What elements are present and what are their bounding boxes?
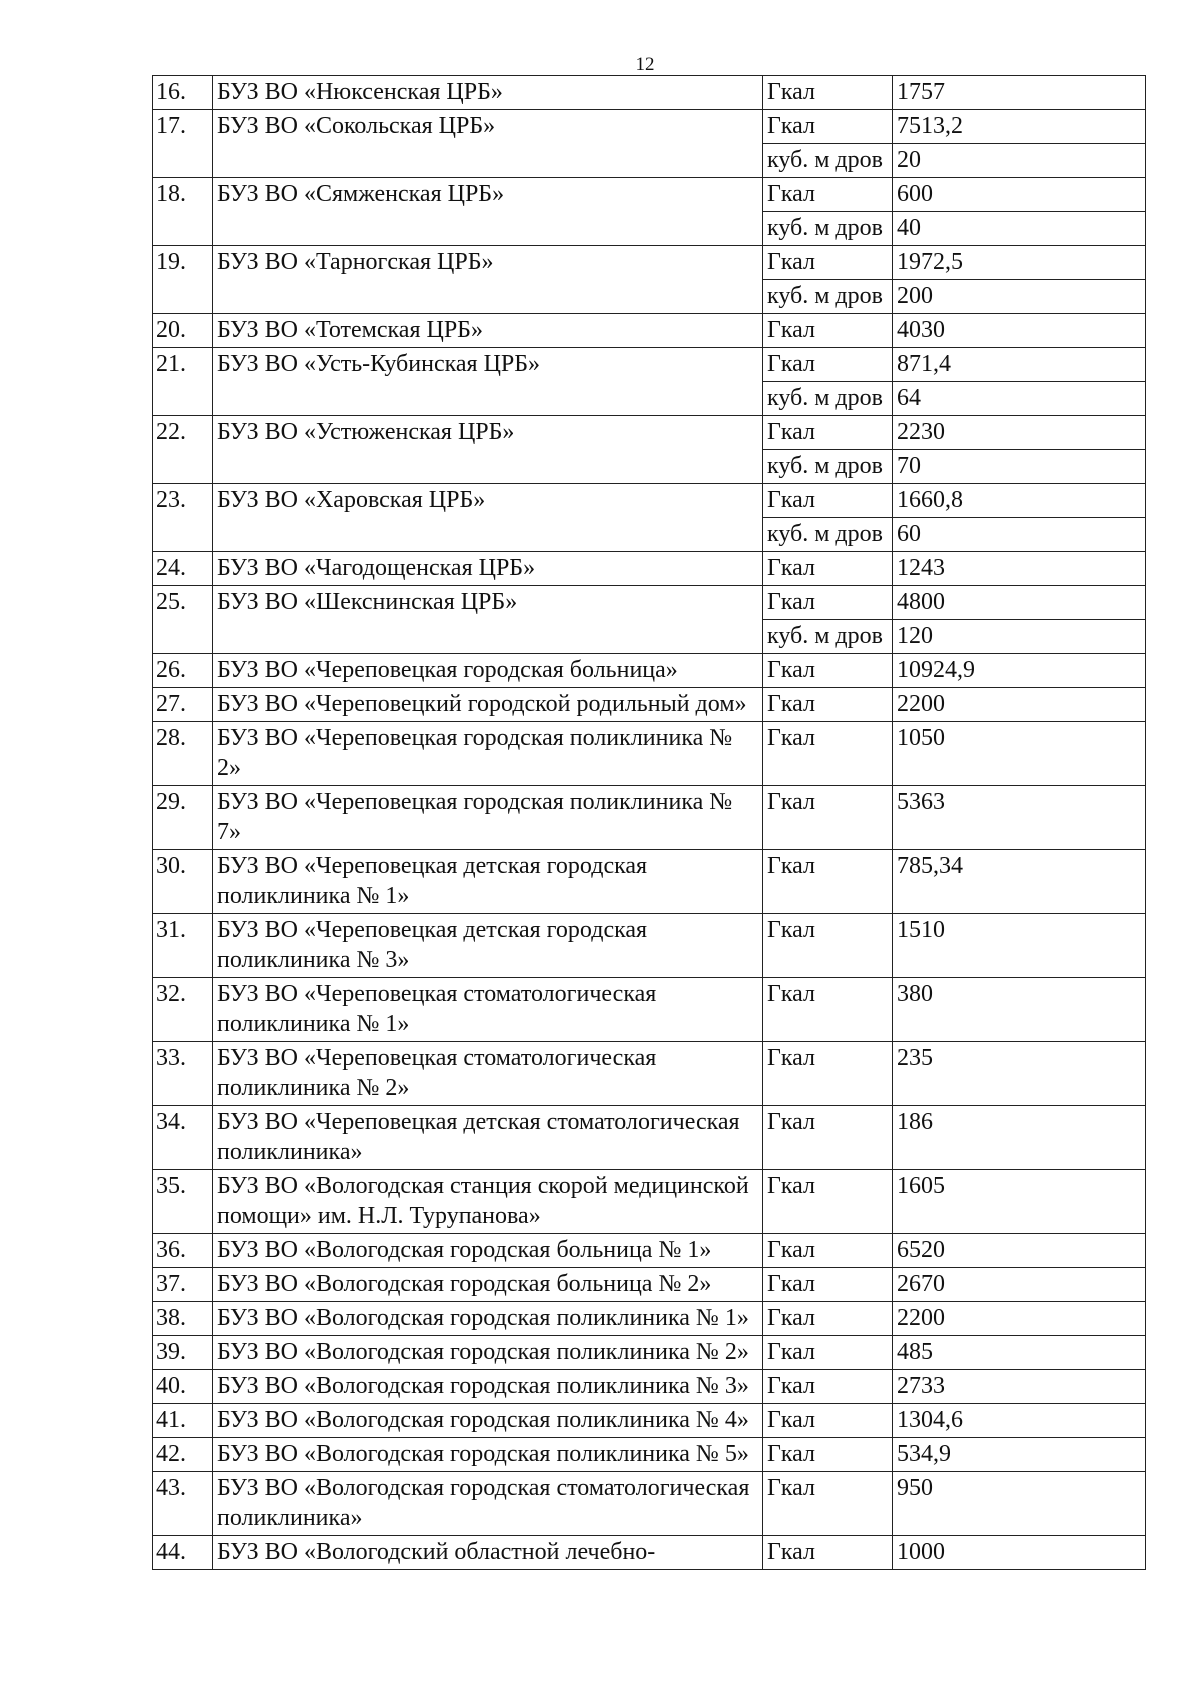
table-row bbox=[153, 978, 1146, 1042]
row-number: 41. bbox=[153, 1404, 213, 1438]
institution-name: БУЗ ВО «Тарногская ЦРБ» bbox=[213, 246, 763, 314]
page-number: 12 bbox=[635, 54, 655, 75]
institution-name: БУЗ ВО «Вологодская городская больница № 2» bbox=[213, 1268, 763, 1302]
value-cell: 1050 bbox=[893, 722, 1146, 786]
table-row bbox=[153, 348, 1146, 382]
value-cell: 6520 bbox=[893, 1234, 1146, 1268]
unit-cell: Гкал bbox=[763, 484, 893, 518]
unit-cell: куб. м дров bbox=[763, 280, 893, 314]
institution-name: БУЗ ВО «Устюженская ЦРБ» bbox=[213, 416, 763, 484]
unit-cell: Гкал bbox=[763, 688, 893, 722]
value-cell: 380 bbox=[893, 978, 1146, 1042]
table-row bbox=[153, 586, 1146, 620]
table-row bbox=[153, 1302, 1146, 1336]
institution-name: БУЗ ВО «Череповецкая городская больница» bbox=[213, 654, 763, 688]
table-row bbox=[153, 1370, 1146, 1404]
institution-name: БУЗ ВО «Вологодская городская поликлиника № 5» bbox=[213, 1438, 763, 1472]
row-number: 31. bbox=[153, 914, 213, 978]
value-cell: 2670 bbox=[893, 1268, 1146, 1302]
value-cell: 1243 bbox=[893, 552, 1146, 586]
table-row bbox=[153, 1042, 1146, 1106]
unit-cell: Гкал bbox=[763, 178, 893, 212]
unit-cell: Гкал bbox=[763, 786, 893, 850]
value-cell: 5363 bbox=[893, 786, 1146, 850]
row-number: 36. bbox=[153, 1234, 213, 1268]
institution-name: БУЗ ВО «Шекснинская ЦРБ» bbox=[213, 586, 763, 654]
value-cell: 1757 bbox=[893, 76, 1146, 110]
institution-name: БУЗ ВО «Вологодская городская поликлиника № 2» bbox=[213, 1336, 763, 1370]
unit-cell: Гкал bbox=[763, 1268, 893, 1302]
table-row bbox=[153, 786, 1146, 850]
unit-cell: Гкал bbox=[763, 76, 893, 110]
table-row bbox=[153, 722, 1146, 786]
value-cell: 70 bbox=[893, 450, 1146, 484]
table-row bbox=[153, 76, 1146, 110]
value-cell: 2200 bbox=[893, 688, 1146, 722]
value-cell: 2230 bbox=[893, 416, 1146, 450]
value-cell: 2200 bbox=[893, 1302, 1146, 1336]
table-row bbox=[153, 654, 1146, 688]
row-number: 38. bbox=[153, 1302, 213, 1336]
table-row bbox=[153, 552, 1146, 586]
row-number: 22. bbox=[153, 416, 213, 484]
row-number: 42. bbox=[153, 1438, 213, 1472]
value-cell: 60 bbox=[893, 518, 1146, 552]
value-cell: 485 bbox=[893, 1336, 1146, 1370]
table-row bbox=[153, 1268, 1146, 1302]
table-row bbox=[153, 688, 1146, 722]
unit-cell: куб. м дров bbox=[763, 212, 893, 246]
institution-name: БУЗ ВО «Вологодская городская поликлиника № 3» bbox=[213, 1370, 763, 1404]
row-number: 27. bbox=[153, 688, 213, 722]
value-cell: 40 bbox=[893, 212, 1146, 246]
institution-name: БУЗ ВО «Череповецкая детская стоматологическая поликлиника» bbox=[213, 1106, 763, 1170]
value-cell: 1000 bbox=[893, 1536, 1146, 1570]
value-cell: 950 bbox=[893, 1472, 1146, 1536]
unit-cell: Гкал bbox=[763, 1438, 893, 1472]
institution-name: БУЗ ВО «Череповецкая стоматологическая поликлиника № 1» bbox=[213, 978, 763, 1042]
value-cell: 186 bbox=[893, 1106, 1146, 1170]
institution-name: БУЗ ВО «Череповецкая стоматологическая поликлиника № 2» bbox=[213, 1042, 763, 1106]
value-cell: 2733 bbox=[893, 1370, 1146, 1404]
institution-name: БУЗ ВО «Сокольская ЦРБ» bbox=[213, 110, 763, 178]
row-number: 25. bbox=[153, 586, 213, 654]
table-row bbox=[153, 1106, 1146, 1170]
institution-name: БУЗ ВО «Вологодский областной лечебно- bbox=[213, 1536, 763, 1570]
value-cell: 200 bbox=[893, 280, 1146, 314]
institution-name: БУЗ ВО «Вологодская городская поликлиника № 4» bbox=[213, 1404, 763, 1438]
institution-name: БУЗ ВО «Тотемская ЦРБ» bbox=[213, 314, 763, 348]
row-number: 23. bbox=[153, 484, 213, 552]
table-row bbox=[153, 416, 1146, 450]
unit-cell: Гкал bbox=[763, 586, 893, 620]
unit-cell: Гкал bbox=[763, 1302, 893, 1336]
value-cell: 7513,2 bbox=[893, 110, 1146, 144]
value-cell: 1605 bbox=[893, 1170, 1146, 1234]
unit-cell: Гкал bbox=[763, 1336, 893, 1370]
unit-cell: куб. м дров bbox=[763, 620, 893, 654]
unit-cell: Гкал bbox=[763, 348, 893, 382]
unit-cell: Гкал bbox=[763, 1472, 893, 1536]
institution-name: БУЗ ВО «Череповецкая детская городская поликлиника № 3» bbox=[213, 914, 763, 978]
value-cell: 1972,5 bbox=[893, 246, 1146, 280]
institution-name: БУЗ ВО «Череповецкая городская поликлиника № 7» bbox=[213, 786, 763, 850]
institution-name: БУЗ ВО «Харовская ЦРБ» bbox=[213, 484, 763, 552]
institution-name: БУЗ ВО «Череповецкая детская городская поликлиника № 1» bbox=[213, 850, 763, 914]
institution-name: БУЗ ВО «Вологодская городская стоматологическая поликлиника» bbox=[213, 1472, 763, 1536]
table-row bbox=[153, 850, 1146, 914]
row-number: 37. bbox=[153, 1268, 213, 1302]
table-row bbox=[153, 914, 1146, 978]
row-number: 33. bbox=[153, 1042, 213, 1106]
unit-cell: Гкал bbox=[763, 914, 893, 978]
institution-name: БУЗ ВО «Череповецкий городской родильный дом» bbox=[213, 688, 763, 722]
unit-cell: Гкал bbox=[763, 1170, 893, 1234]
unit-cell: Гкал bbox=[763, 1536, 893, 1570]
value-cell: 20 bbox=[893, 144, 1146, 178]
row-number: 18. bbox=[153, 178, 213, 246]
unit-cell: куб. м дров bbox=[763, 382, 893, 416]
institution-name: БУЗ ВО «Вологодская станция скорой медицинской помощи» им. Н.Л. Турупанова» bbox=[213, 1170, 763, 1234]
row-number: 28. bbox=[153, 722, 213, 786]
value-cell: 4030 bbox=[893, 314, 1146, 348]
unit-cell: куб. м дров bbox=[763, 450, 893, 484]
value-cell: 871,4 bbox=[893, 348, 1146, 382]
row-number: 17. bbox=[153, 110, 213, 178]
unit-cell: Гкал bbox=[763, 552, 893, 586]
value-cell: 120 bbox=[893, 620, 1146, 654]
row-number: 34. bbox=[153, 1106, 213, 1170]
table-row bbox=[153, 1336, 1146, 1370]
unit-cell: куб. м дров bbox=[763, 518, 893, 552]
row-number: 20. bbox=[153, 314, 213, 348]
unit-cell: Гкал bbox=[763, 1042, 893, 1106]
row-number: 40. bbox=[153, 1370, 213, 1404]
row-number: 35. bbox=[153, 1170, 213, 1234]
unit-cell: Гкал bbox=[763, 654, 893, 688]
value-cell: 1304,6 bbox=[893, 1404, 1146, 1438]
row-number: 30. bbox=[153, 850, 213, 914]
row-number: 39. bbox=[153, 1336, 213, 1370]
unit-cell: Гкал bbox=[763, 110, 893, 144]
table-row bbox=[153, 1170, 1146, 1234]
value-cell: 785,34 bbox=[893, 850, 1146, 914]
unit-cell: Гкал bbox=[763, 978, 893, 1042]
value-cell: 10924,9 bbox=[893, 654, 1146, 688]
unit-cell: Гкал bbox=[763, 416, 893, 450]
institution-name: БУЗ ВО «Вологодская городская поликлиника № 1» bbox=[213, 1302, 763, 1336]
row-number: 19. bbox=[153, 246, 213, 314]
unit-cell: Гкал bbox=[763, 246, 893, 280]
row-number: 26. bbox=[153, 654, 213, 688]
table-row bbox=[153, 1234, 1146, 1268]
unit-cell: куб. м дров bbox=[763, 144, 893, 178]
unit-cell: Гкал bbox=[763, 1234, 893, 1268]
table-row bbox=[153, 178, 1146, 212]
unit-cell: Гкал bbox=[763, 1106, 893, 1170]
institution-name: БУЗ ВО «Чагодощенская ЦРБ» bbox=[213, 552, 763, 586]
institution-name: БУЗ ВО «Череповецкая городская поликлиника № 2» bbox=[213, 722, 763, 786]
unit-cell: Гкал bbox=[763, 1370, 893, 1404]
row-number: 44. bbox=[153, 1536, 213, 1570]
row-number: 16. bbox=[153, 76, 213, 110]
table-row bbox=[153, 1536, 1146, 1570]
consumption-table bbox=[152, 75, 1146, 1570]
row-number: 21. bbox=[153, 348, 213, 416]
unit-cell: Гкал bbox=[763, 722, 893, 786]
value-cell: 600 bbox=[893, 178, 1146, 212]
institution-name: БУЗ ВО «Сямженская ЦРБ» bbox=[213, 178, 763, 246]
table-row bbox=[153, 110, 1146, 144]
row-number: 29. bbox=[153, 786, 213, 850]
table-row bbox=[153, 484, 1146, 518]
row-number: 24. bbox=[153, 552, 213, 586]
value-cell: 64 bbox=[893, 382, 1146, 416]
institution-name: БУЗ ВО «Вологодская городская больница № 1» bbox=[213, 1234, 763, 1268]
unit-cell: Гкал bbox=[763, 1404, 893, 1438]
table-row bbox=[153, 1404, 1146, 1438]
unit-cell: Гкал bbox=[763, 314, 893, 348]
table-row bbox=[153, 1472, 1146, 1536]
table-row bbox=[153, 1438, 1146, 1472]
row-number: 43. bbox=[153, 1472, 213, 1536]
table-row bbox=[153, 314, 1146, 348]
table-body bbox=[153, 76, 1146, 1570]
value-cell: 1660,8 bbox=[893, 484, 1146, 518]
unit-cell: Гкал bbox=[763, 850, 893, 914]
value-cell: 235 bbox=[893, 1042, 1146, 1106]
institution-name: БУЗ ВО «Нюксенская ЦРБ» bbox=[213, 76, 763, 110]
institution-name: БУЗ ВО «Усть-Кубинская ЦРБ» bbox=[213, 348, 763, 416]
value-cell: 4800 bbox=[893, 586, 1146, 620]
value-cell: 534,9 bbox=[893, 1438, 1146, 1472]
row-number: 32. bbox=[153, 978, 213, 1042]
value-cell: 1510 bbox=[893, 914, 1146, 978]
table-row bbox=[153, 246, 1146, 280]
